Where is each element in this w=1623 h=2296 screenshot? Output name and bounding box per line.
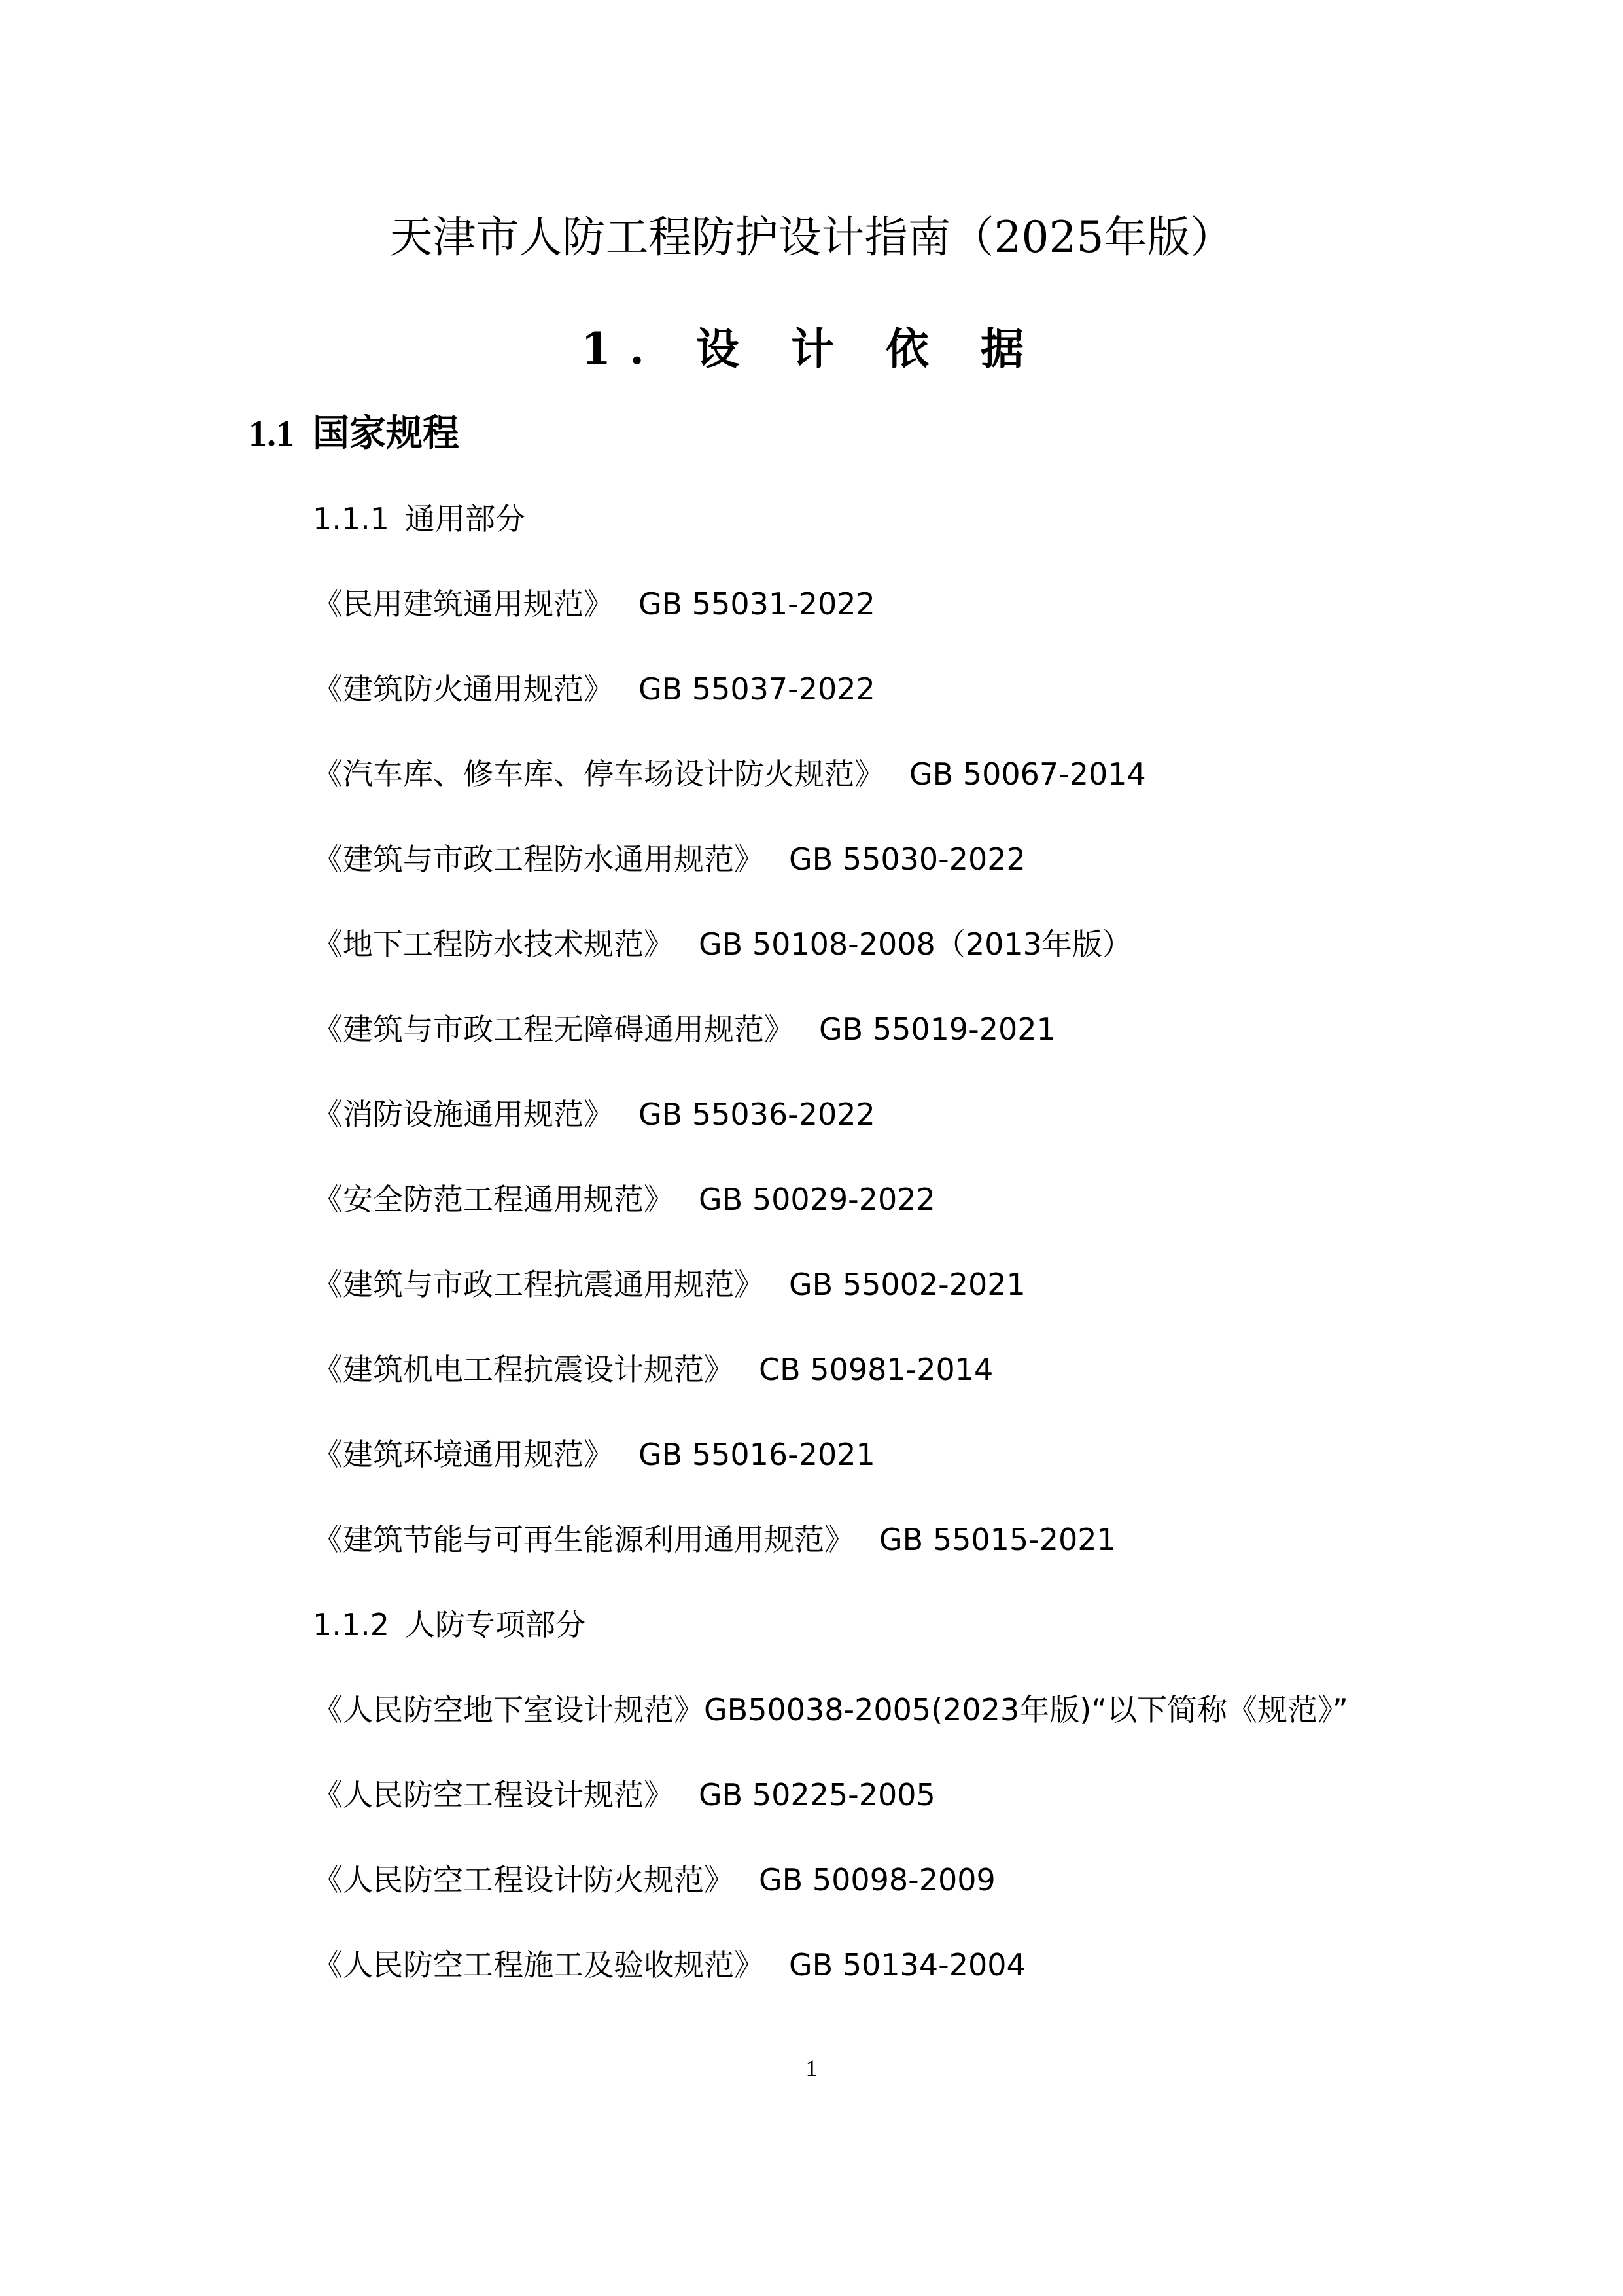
list-item	[313, 1687, 1348, 1733]
standard-name: 《建筑与市政工程抗震通用规范》	[313, 1267, 764, 1302]
standard-code: GB 50225-2005	[699, 1777, 935, 1812]
subsection-title: 人防专项部分	[405, 1607, 586, 1642]
subsection-heading-civil-defense	[313, 1602, 585, 1648]
standard-name: 《建筑环境通用规范》	[313, 1437, 614, 1472]
list-item	[313, 1347, 993, 1392]
standard-code: GB 55002-2021	[789, 1267, 1026, 1302]
standard-name: 《建筑与市政工程防水通用规范》	[313, 841, 764, 877]
document-title: 天津市人防工程防护设计指南（2025年版）	[389, 212, 1234, 262]
standard-name: 《人民防空工程设计规范》	[313, 1777, 674, 1812]
list-item	[313, 1006, 1056, 1052]
standard-name: 《地下工程防水技术规范》	[313, 927, 674, 962]
standard-code: GB 50134-2004	[789, 1947, 1026, 1983]
standard-code: GB 50108-2008（2013年版）	[699, 927, 1132, 962]
subsection-number: 1.1.1	[313, 501, 390, 537]
standard-name: 《人民防空地下室设计规范》	[313, 1692, 704, 1727]
standard-code: GB 55031-2022	[638, 586, 875, 622]
list-item	[313, 1857, 996, 1903]
standard-name: 《民用建筑通用规范》	[313, 586, 614, 622]
list-item	[313, 1262, 1026, 1307]
list-item	[313, 751, 1146, 797]
standard-name: 《人民防空工程施工及验收规范》	[313, 1947, 764, 1983]
standard-name: 《建筑节能与可再生能源利用通用规范》	[313, 1522, 854, 1557]
section-title: 国家规程	[313, 412, 459, 455]
standard-name: 《汽车库、修车库、停车场设计防火规范》	[313, 756, 884, 792]
standard-code: GB 55015-2021	[879, 1522, 1116, 1557]
standard-name: 《安全防范工程通用规范》	[313, 1182, 674, 1217]
list-item	[313, 1432, 875, 1477]
chapter-title: 1. 设 计 依 据	[581, 323, 1042, 374]
subsection-number: 1.1.2	[313, 1607, 390, 1642]
list-item	[313, 836, 1026, 882]
standard-code: GB50038-2005(2023年版)“以下简称《规范》”	[704, 1692, 1348, 1727]
standard-name: 《建筑防火通用规范》	[313, 671, 614, 707]
standard-name: 《消防设施通用规范》	[313, 1097, 614, 1132]
list-item	[313, 666, 875, 712]
standard-name: 《人民防空工程设计防火规范》	[313, 1862, 734, 1898]
subsection-heading-general	[313, 496, 525, 542]
standard-code: GB 50029-2022	[699, 1182, 935, 1217]
list-item	[313, 581, 875, 627]
list-item	[313, 1176, 935, 1222]
list-item	[313, 1517, 1116, 1563]
standard-code: GB 55019-2021	[819, 1012, 1056, 1047]
standard-code: GB 55037-2022	[638, 671, 875, 707]
list-item	[313, 921, 1132, 967]
list-item	[313, 1091, 875, 1137]
subsection-title: 通用部分	[405, 501, 526, 537]
standard-name: 《建筑与市政工程无障碍通用规范》	[313, 1012, 794, 1047]
standard-code: GB 55030-2022	[789, 841, 1026, 877]
standard-code: GB 55036-2022	[638, 1097, 875, 1132]
standard-code: GB 50098-2009	[759, 1862, 996, 1898]
page-number: 1	[805, 2055, 818, 2081]
standard-code: GB 55016-2021	[638, 1437, 875, 1472]
section-number: 1.1	[249, 414, 294, 454]
list-item	[313, 1942, 1026, 1988]
list-item	[313, 1772, 935, 1818]
section-heading	[249, 407, 459, 460]
standard-code: GB 50067-2014	[909, 756, 1146, 792]
standard-name: 《建筑机电工程抗震设计规范》	[313, 1352, 734, 1387]
standard-code: CB 50981-2014	[759, 1352, 994, 1387]
